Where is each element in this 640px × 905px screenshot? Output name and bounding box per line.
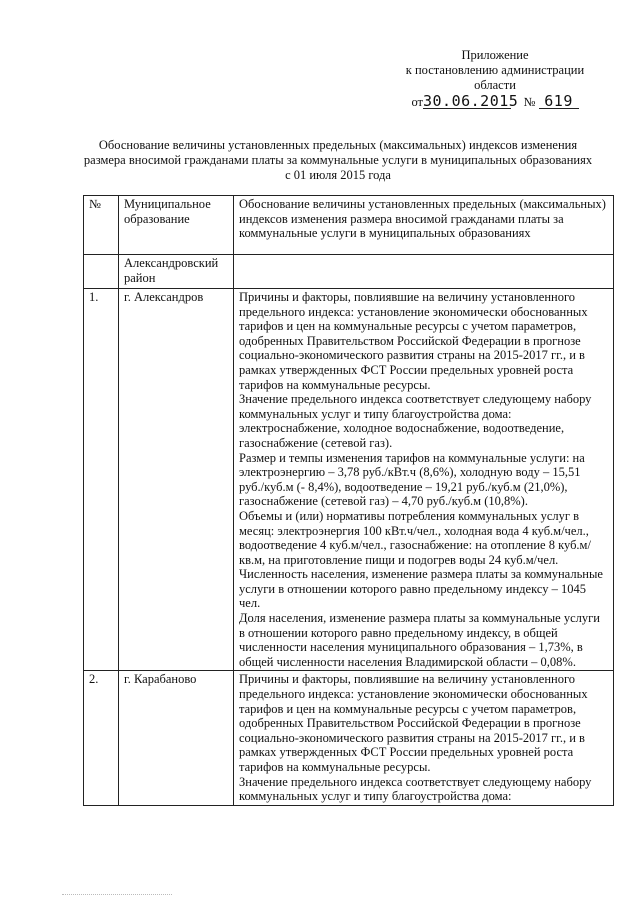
row-num: 1.: [84, 289, 119, 671]
row-municipality: г. Карабаново: [119, 671, 234, 805]
row-justification: [234, 289, 614, 671]
number-prefix: №: [523, 95, 536, 109]
resolution-number: 619: [539, 94, 579, 109]
justification-paragraph: Объемы и (или) нормативы потребления коммунальных услуг в месяц: электроэнергия 100 кВт.ч/чел., холодная вода 4 куб.м/чел., водоотведение 4 куб.м/чел., газоснабжение: на отопление 8 куб.м/кв.м, на приготовление пищи и подогрев воды 24 куб.м/чел.: [239, 508, 591, 567]
table-row: [84, 289, 614, 671]
justification-paragraph: Причины и факторы, повлиявшие на величину установленного предельного индекса: установление экономически обоснованных тарифов и цен на коммунальные ресурсы с учетом параметров, одобренных Правительством Российской Федерации в прогнозе социально-экономического развития страны на 2015-2017 гг., и в рамках утвержденных ФСТ России предельных уровней роста тарифов на коммунальные ресурсы.: [239, 672, 588, 774]
justification-paragraph: Численность населения, изменение размера платы за коммунальные услуги в отношении которого равно предельному индексу – 1045 чел.: [239, 567, 603, 611]
appendix-date-line: [395, 94, 595, 110]
district-name: Александровский район: [119, 255, 234, 289]
justification-paragraph: Размер и темпы изменения тарифов на коммунальные услуги: на электроэнергию – 3,78 руб./кВт.ч (8,6%), холодную воду – 15,51 руб./куб.м (- 8,4%), водоотведение – 19,21 руб./куб.м (21,0%), газоснабжение (сетевой газ) – 4,70 руб./куб.м (10,8%).: [239, 450, 585, 509]
header-municipality: Муниципальное образование: [119, 196, 234, 255]
justification-paragraph: Причины и факторы, повлиявшие на величину установленного предельного индекса: установление экономически обоснованных тарифов и цен на коммунальные ресурсы с учетом параметров, одобренных Правительством Российской Федерации в прогнозе социально-экономического развития страны на 2015-2017 гг., и в рамках утвержденных ФСТ России предельных уровней роста тарифов на коммунальные ресурсы.: [239, 290, 588, 392]
appendix-line3: области: [474, 78, 516, 92]
row-num: 2.: [84, 671, 119, 805]
title-line3: с 01 июля 2015 года: [285, 168, 391, 182]
document-title: [58, 138, 618, 183]
header-justification: Обоснование величины установленных предельных (максимальных) индексов изменения размера вносимой гражданами платы за коммунальные услуги в муниципальных образованиях: [234, 196, 614, 255]
district-row: [84, 255, 614, 289]
resolution-date: 30.06.2015: [423, 92, 519, 110]
title-line2: размера вносимой гражданами платы за коммунальные услуги в муниципальных образованиях: [83, 153, 593, 167]
title-line1: Обоснование величины установленных предельных (максимальных) индексов изменения: [98, 138, 578, 152]
row-municipality: г. Александров: [119, 289, 234, 671]
scan-artifact: [62, 894, 172, 897]
appendix-line2: к постановлению администрации: [405, 63, 585, 77]
district-justification-cell: [234, 255, 614, 289]
appendix-block: [395, 48, 595, 110]
justification-paragraph: Значение предельного индекса соответствует следующему набору коммунальных услуг и типу благоустройства дома: электроснабжение, холодное водоснабжение, водоотведение, газоснабжение (сетевой газ).: [239, 392, 592, 450]
appendix-line1: Приложение: [461, 48, 529, 62]
table-header-row: [84, 196, 614, 255]
table-row: [84, 671, 614, 805]
district-num-cell: [84, 255, 119, 289]
row-justification: [234, 671, 614, 805]
justification-table: [83, 195, 614, 806]
justification-paragraph: Значение предельного индекса соответствует следующему набору коммунальных услуг и типу благоустройства дома:: [239, 774, 592, 804]
date-prefix: от: [411, 95, 423, 109]
header-num: №: [84, 196, 119, 255]
justification-paragraph: Доля населения, изменение размера платы за коммунальные услуги в отношении которого равно предельному индексу, в общей численности населения муниципального образования – 1,73%, в общей численности населения Владимирской области – 0,08%.: [239, 611, 600, 669]
